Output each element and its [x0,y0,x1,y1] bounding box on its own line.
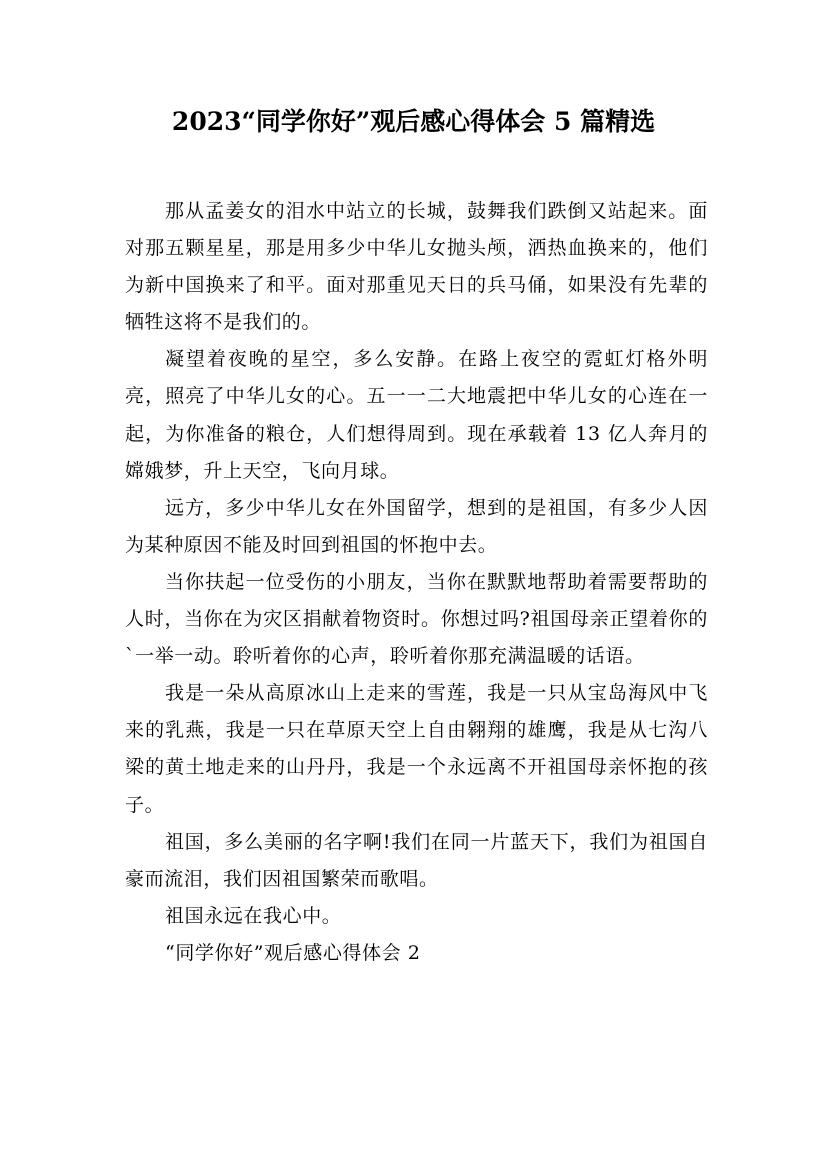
section-heading-2: “同学你好”观后感心得体会 2 [165,941,421,964]
paragraph-3: 远方，多少中华儿女在外国留学，想到的是祖国，有多少人因为某种原因不能及时回到祖国的怀抱中去。 [125,496,708,556]
document-body [125,193,708,972]
paragraph-5: 我是一朵从高原冰山上走来的雪莲，我是一只从宝岛海风中飞来的乳燕，我是一只在草原天空上自由翱翔的雄鹰，我是从七沟八梁的黄土地走来的山丹丹，我是一个永远离不开祖国母亲怀抱的孩子。 [125,682,708,816]
paragraph-1: 那从孟姜女的泪水中站立的长城，鼓舞我们跌倒又站起来。面对那五颗星星，那是用多少中华儿女抛头颅，洒热血换来的，他们为新中国换来了和平。面对那重见天日的兵马俑，如果没有先辈的牺牲这将不是我们的。 [125,200,708,334]
paragraph-6: 祖国，多么美丽的名字啊!我们在同一片蓝天下，我们为祖国自豪而流泪，我们因祖国繁荣而歌唱。 [125,830,708,890]
paragraph-2: 凝望着夜晚的星空，多么安静。在路上夜空的霓虹灯格外明亮，照亮了中华儿女的心。五一一二大地震把中华儿女的心连在一起，为你准备的粮仓，人们想得周到。现在承载着 13 亿人奔月的嫦娥梦，升上天空，飞向月球。 [125,348,708,482]
paragraph-4: 当你扶起一位受伤的小朋友，当你在默默地帮助着需要帮助的人时，当你在为灾区捐献着物资时。你想过吗?祖国母亲正望着你的`一举一动。聆听着你的心声，聆听着你那充满温暖的话语。 [125,570,708,668]
document-title: 2023“同学你好”观后感心得体会 5 篇精选 [171,107,656,136]
paragraph-7: 祖国永远在我心中。 [165,904,342,927]
